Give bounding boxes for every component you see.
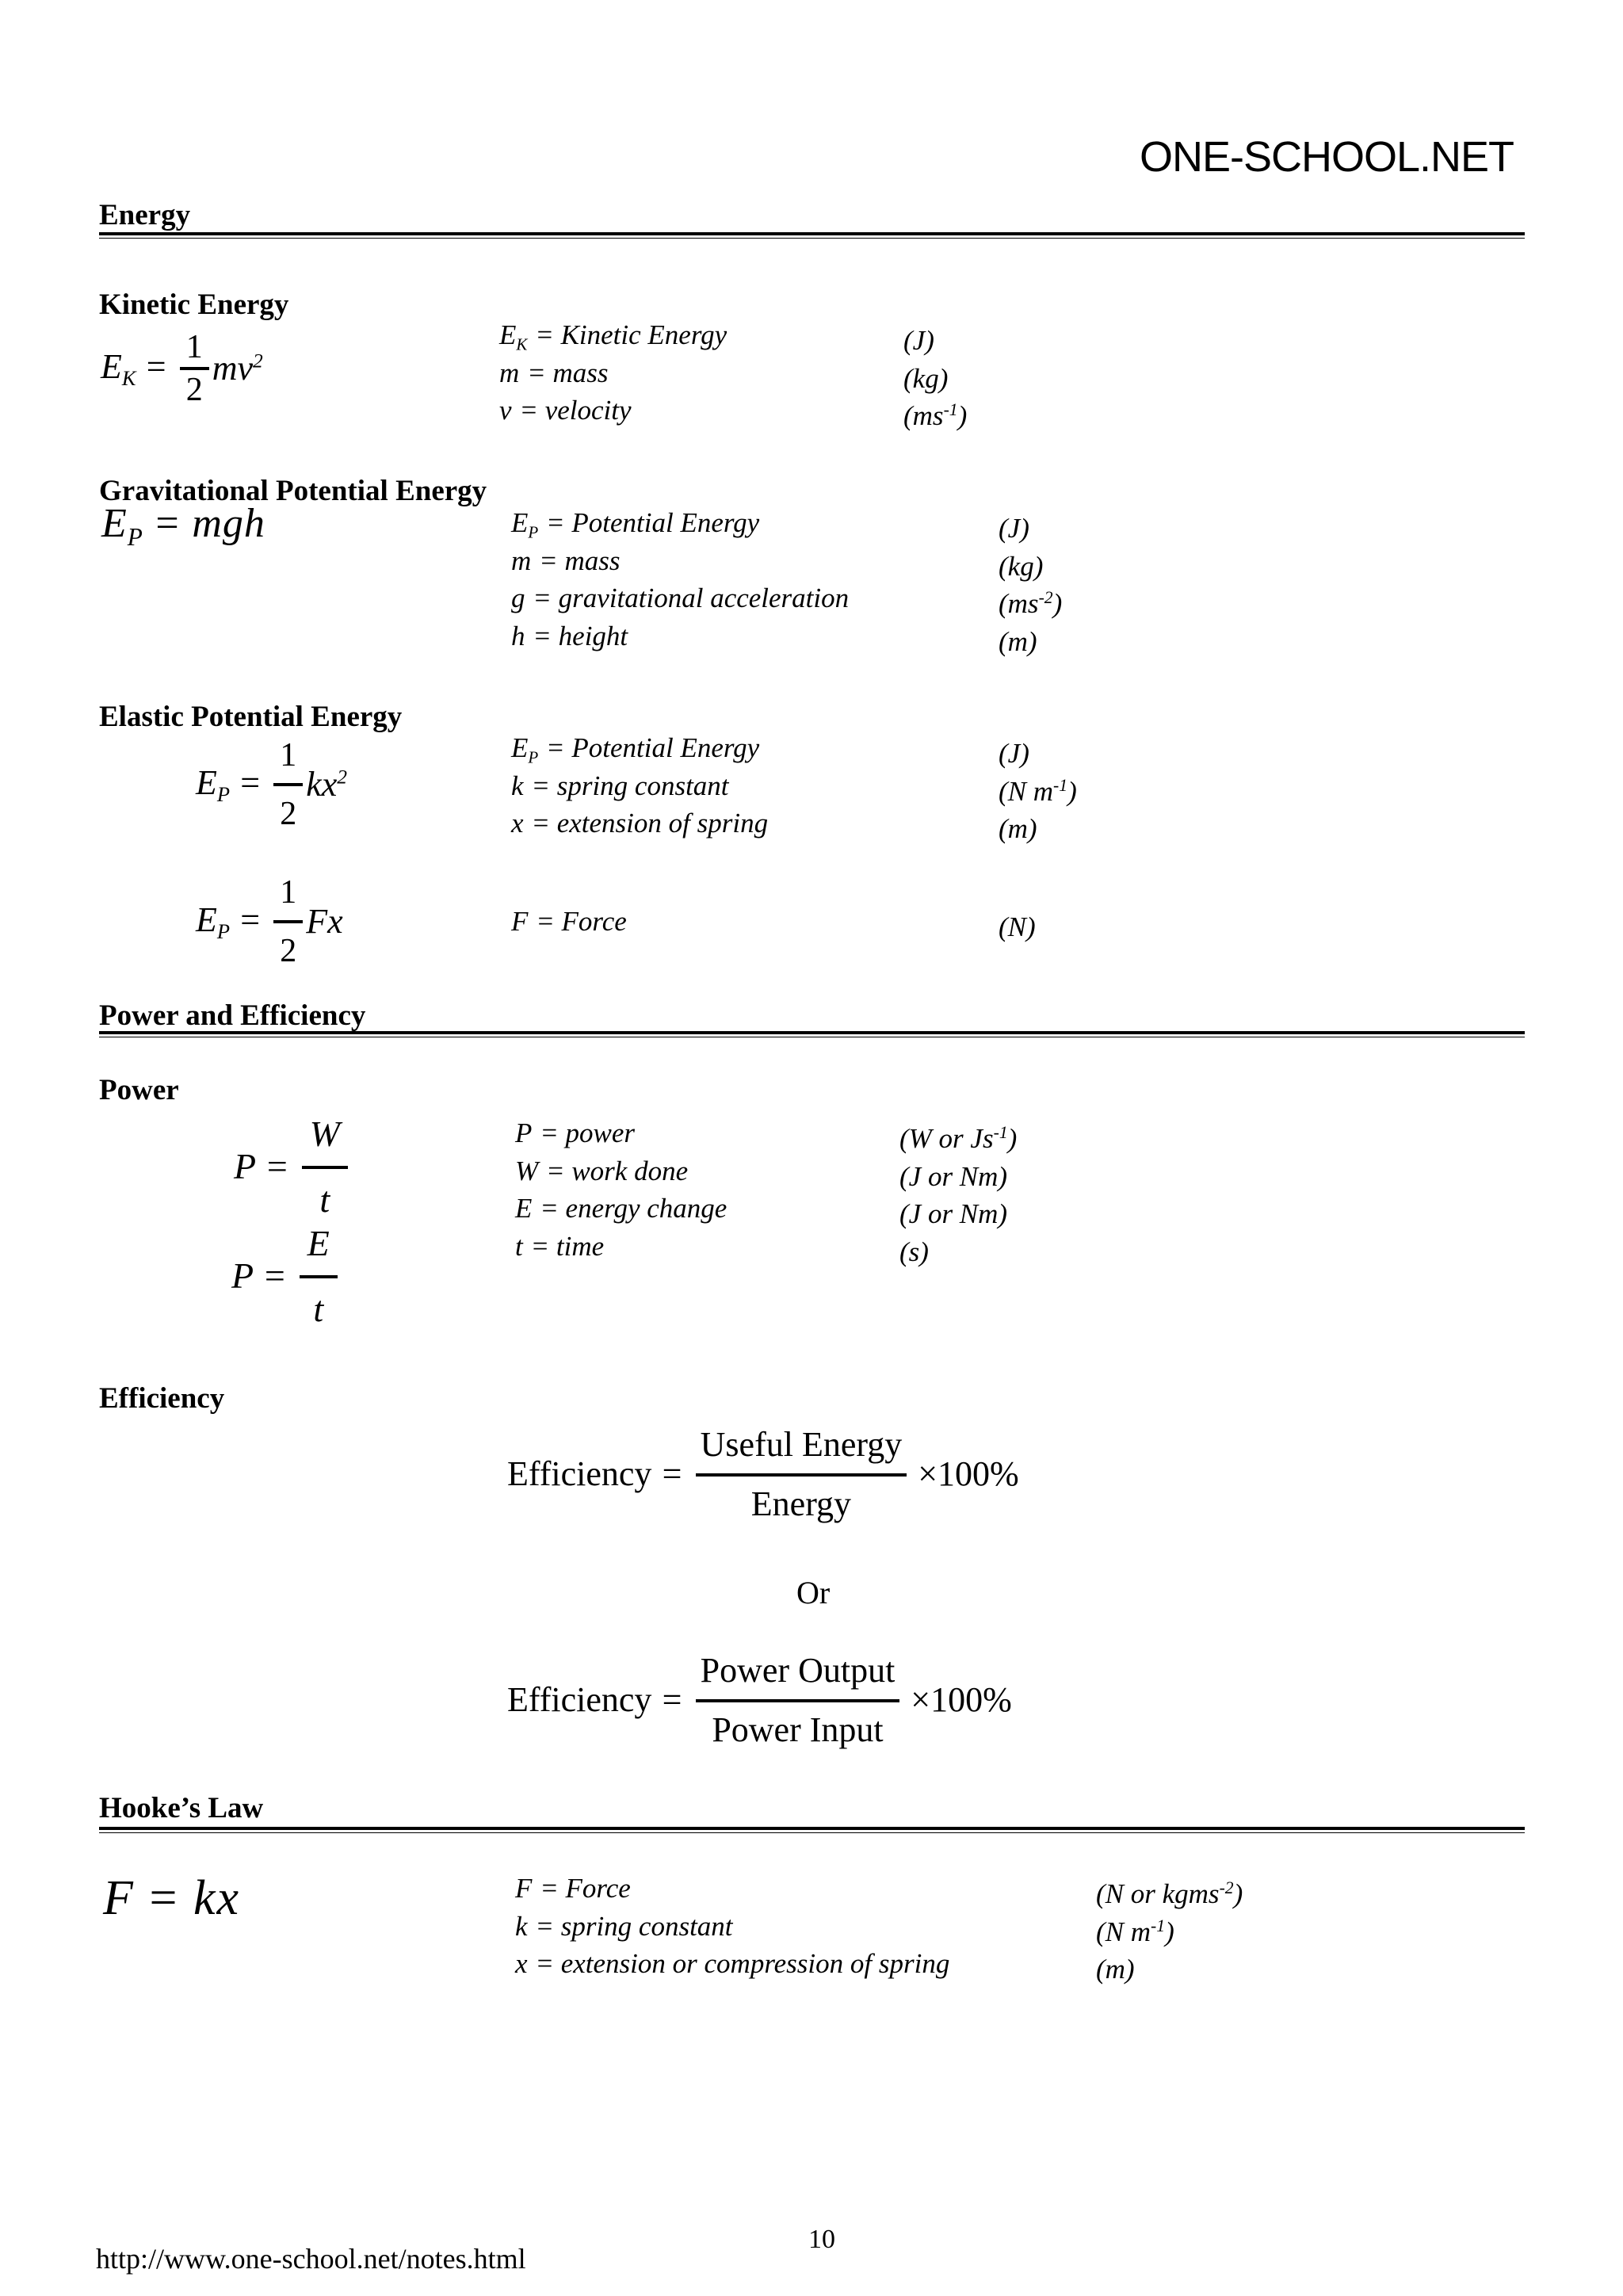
fraction-denominator: t (313, 1288, 324, 1329)
def-description: = Potential Energy (546, 507, 760, 538)
def-description: = Potential Energy (546, 732, 760, 763)
elastic-potential-energy-formula-2 (196, 865, 343, 979)
def-symbol: k (515, 1910, 528, 1942)
section-title-hookes-law: Hooke’s Law (99, 1792, 264, 1824)
def-symbol: $E_K$ (499, 319, 528, 354)
def-unit: (kg) (999, 550, 1044, 582)
formula-rhs: $kx^2$ (306, 764, 348, 804)
def-unit: (m) (999, 625, 1037, 657)
subsection-title-gravitational-potential-energy: Gravitational Potential Energy (99, 475, 487, 507)
formula-lhs: Efficiency = (507, 1680, 682, 1720)
fraction (696, 1643, 900, 1758)
fraction-denominator: Power Input (712, 1710, 884, 1749)
power-formula-energy (231, 1213, 341, 1340)
fraction-numerator: W (309, 1114, 340, 1154)
def-symbol: x (515, 1948, 528, 1979)
fraction-denominator: Energy (750, 1484, 852, 1523)
def-unit: (m) (999, 812, 1037, 844)
fraction-numerator: 1 (280, 874, 297, 911)
page-number: 10 (808, 2225, 835, 2254)
subsection-title-kinetic-energy: Kinetic Energy (99, 288, 289, 321)
fraction (302, 1103, 348, 1231)
kinetic-definitions (499, 316, 968, 431)
definition-row (511, 504, 1029, 544)
definition-row (515, 1152, 1008, 1192)
gravitational-potential-energy-formula: $E_P$ = mgh (101, 501, 265, 551)
fraction-numerator: 1 (185, 329, 203, 365)
def-description: = extension or compression of spring (535, 1948, 950, 1979)
def-description: = power (540, 1117, 636, 1148)
def-description: = energy change (540, 1193, 727, 1224)
definition-row (515, 1114, 1018, 1154)
definition-row (511, 729, 1029, 769)
definition-row (511, 542, 1044, 582)
definition-row (515, 1908, 1174, 1947)
formula-lhs: P = (234, 1146, 288, 1187)
def-description: = Force (536, 906, 627, 937)
formula-lhs: $E_K$ = (101, 346, 166, 391)
def-description: = work done (545, 1155, 689, 1186)
fraction (273, 865, 303, 979)
fraction-denominator: 2 (280, 933, 297, 970)
elastic-force-definition (511, 903, 1036, 942)
def-unit: (J or Nm) (899, 1198, 1008, 1229)
elastic-potential-energy-formula-1 (196, 728, 347, 842)
def-symbol: $E_P$ (511, 507, 539, 542)
def-symbol: F (515, 1873, 533, 1904)
section-title-power-and-efficiency: Power and Efficiency (99, 999, 366, 1032)
definition-row (511, 903, 1036, 942)
section-divider (99, 232, 1525, 239)
definition-row (499, 354, 949, 394)
def-symbol: F (511, 906, 529, 937)
def-unit: (N or kgms$^{-2}$) (1096, 1878, 1243, 1909)
power-definitions (515, 1114, 1018, 1267)
fraction (180, 327, 209, 410)
kinetic-energy-formula (101, 327, 263, 410)
def-unit: (N $m^{-1}$) (1096, 1916, 1174, 1947)
def-symbol: P (515, 1117, 533, 1148)
times-100-percent: ×100% (911, 1680, 1012, 1720)
fraction-numerator: Useful Energy (700, 1425, 903, 1464)
formula-lhs: P = (231, 1255, 285, 1297)
gravitational-definitions (511, 504, 1063, 657)
def-symbol: $E_P$ (511, 732, 539, 767)
section-divider (99, 1827, 1525, 1833)
subsection-title-power: Power (99, 1074, 179, 1106)
subsection-title-elastic-potential-energy: Elastic Potential Energy (99, 701, 403, 733)
fraction-numerator: 1 (280, 737, 297, 774)
formula-lhs: F (103, 1871, 135, 1925)
fraction (696, 1417, 907, 1532)
formula-rhs: kx (193, 1871, 241, 1925)
def-unit: (N $m^{-1}$) (999, 775, 1077, 807)
def-symbol: W (515, 1155, 539, 1186)
fraction-numerator: Power Output (700, 1651, 896, 1690)
or-label: Or (796, 1575, 831, 1610)
def-symbol: m (499, 357, 520, 388)
formula-rhs: Fx (306, 901, 343, 941)
def-description: = mass (539, 544, 621, 576)
subsection-title-efficiency: Efficiency (99, 1382, 225, 1415)
def-symbol: v (499, 395, 512, 426)
definition-row (499, 392, 968, 431)
hookes-law-formula: F = kx (103, 1871, 241, 1925)
definition-row (515, 1945, 1135, 1985)
fraction-numerator: E (307, 1223, 330, 1263)
footer-url[interactable]: http://www.one-school.net/notes.html (96, 2243, 526, 2275)
definition-row (511, 767, 1077, 807)
definition-row (511, 804, 1037, 844)
definition-row (511, 579, 1063, 619)
definition-row (511, 617, 1037, 657)
def-unit: (J) (903, 324, 934, 356)
times-100-percent: ×100% (918, 1454, 1019, 1494)
def-description: = extension of spring (531, 808, 769, 839)
def-symbol: h (511, 620, 525, 651)
def-unit: (W or $Js^{-1}$) (899, 1122, 1018, 1154)
definition-row (499, 316, 934, 356)
fraction-denominator: 2 (185, 372, 203, 409)
fraction-denominator: t (319, 1179, 330, 1220)
fraction-denominator: 2 (280, 796, 297, 833)
def-unit: (kg) (903, 362, 949, 394)
def-unit: (J or Nm) (899, 1160, 1008, 1192)
definition-row (515, 1870, 1243, 1909)
def-description: = velocity (519, 395, 632, 426)
def-description: = mass (527, 357, 609, 388)
def-unit: (J) (999, 737, 1029, 769)
def-symbol: k (511, 770, 524, 801)
formula-rhs: $mv^2$ (212, 348, 263, 388)
def-unit: (s) (899, 1236, 929, 1267)
fraction (273, 728, 303, 842)
def-description: = spring constant (531, 770, 729, 801)
def-description: = Force (540, 1873, 631, 1904)
efficiency-energy-formula (507, 1417, 1019, 1532)
def-symbol: t (515, 1230, 523, 1262)
formula-lhs: Efficiency = (507, 1454, 682, 1494)
efficiency-power-formula (507, 1643, 1012, 1758)
elastic-definitions (511, 729, 1077, 844)
section-title-energy: Energy (99, 199, 191, 231)
definition-row (515, 1190, 1008, 1229)
def-symbol: m (511, 544, 532, 576)
section-divider (99, 1031, 1525, 1037)
formula-lhs: $E_P$ = (196, 762, 261, 807)
def-unit: (m) (1096, 1953, 1135, 1985)
formula-rhs: mgh (192, 501, 265, 546)
def-description: = gravitational acceleration (533, 583, 850, 613)
def-unit: (J) (999, 512, 1029, 544)
def-description: = Kinetic Energy (535, 319, 727, 350)
fraction (300, 1213, 338, 1340)
def-description: = spring constant (535, 1910, 733, 1942)
def-description: = height (533, 620, 628, 651)
def-unit: (N) (999, 911, 1036, 942)
power-formula-work (234, 1103, 351, 1231)
def-symbol: g (511, 583, 525, 613)
definition-row (515, 1228, 929, 1267)
def-description: = time (530, 1230, 605, 1262)
formula-lhs: $E_P$ (101, 501, 143, 551)
hookes-definitions (515, 1870, 1243, 1985)
formula-lhs: $E_P$ = (196, 900, 261, 944)
def-unit: $(ms^{-1})$ (903, 399, 968, 431)
def-symbol: x (511, 808, 524, 839)
site-logo-text: ONE-SCHOOL.NET (1139, 133, 1514, 181)
def-symbol: E (515, 1193, 533, 1224)
def-unit: $(ms^{-2})$ (999, 587, 1063, 619)
